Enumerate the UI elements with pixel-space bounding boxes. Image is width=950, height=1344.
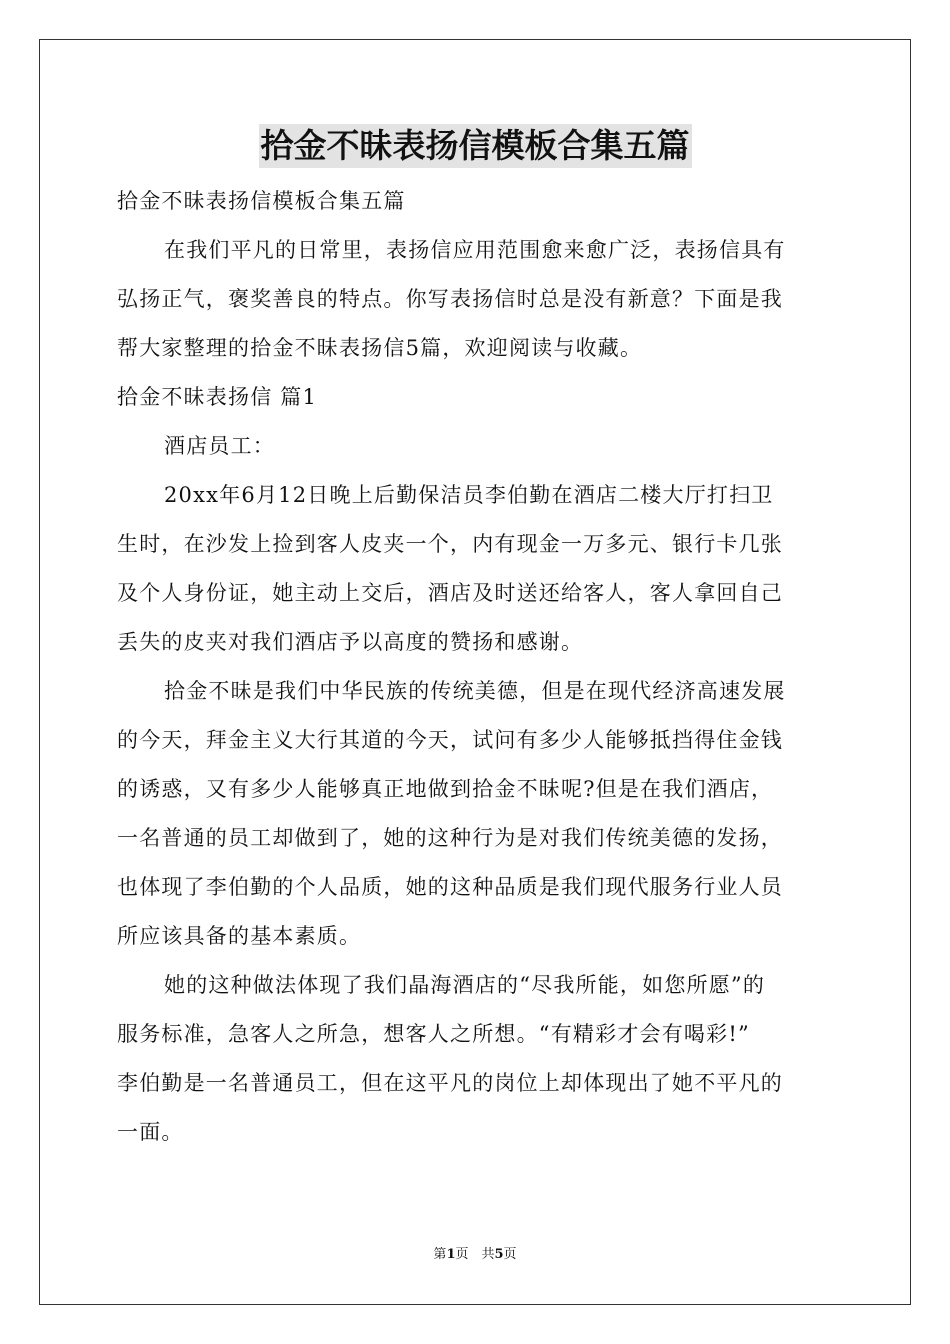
page-suffix: 页 <box>503 1247 517 1262</box>
paragraph-line: 拾金不昧是我们中华民族的传统美德，但是在现代经济高速发展 <box>164 679 786 703</box>
section-heading: 拾金不昧表扬信 篇1 <box>117 385 318 409</box>
total-page-number: 5 <box>494 1247 504 1262</box>
paragraph-line: 的今天，拜金主义大行其道的今天，试问有多少人能够抵挡得住金钱 <box>117 728 783 752</box>
salutation-line: 酒店员工： <box>164 434 275 458</box>
document-body <box>117 177 833 1157</box>
paragraph-line: 弘扬正气，褒奖善良的特点。你写表扬信时总是没有新意？下面是我 <box>117 287 783 311</box>
current-page-number: 1 <box>446 1247 456 1262</box>
subtitle-line: 拾金不昧表扬信模板合集五篇 <box>117 189 406 213</box>
paragraph-line: 一名普通的员工却做到了，她的这种行为是对我们传统美德的发扬， <box>117 826 783 850</box>
paragraph-line: 她的这种做法体现了我们晶海酒店的“尽我所能，如您所愿”的 <box>164 973 766 997</box>
document-title: 拾金不昧表扬信模板合集五篇 <box>259 124 692 168</box>
paragraph-line: 服务标准，急客人之所急，想客人之所想。“有精彩才会有喝彩!” <box>117 1022 750 1046</box>
paragraph-line: 在我们平凡的日常里，表扬信应用范围愈来愈广泛，表扬信具有 <box>164 238 786 262</box>
paragraph-line: 也体现了李伯勤的个人品质，她的这种品质是我们现代服务行业人员 <box>117 875 783 899</box>
paragraph-line: 李伯勤是一名普通员工，但在这平凡的岗位上却体现出了她不平凡的 <box>117 1071 783 1095</box>
paragraph-line: 丢失的皮夹对我们酒店予以高度的赞扬和感谢。 <box>117 630 584 654</box>
page-prefix: 第 <box>433 1247 447 1262</box>
paragraph-line: 所应该具备的基本素质。 <box>117 924 362 948</box>
page-footer <box>0 1245 950 1265</box>
paragraph-line: 帮大家整理的拾金不昧表扬信5篇，欢迎阅读与收藏。 <box>117 336 643 360</box>
paragraph-line: 一面。 <box>117 1120 184 1144</box>
paragraph-line: 20xx年6月12日晚上后勤保洁员李伯勤在酒店二楼大厅打扫卫 <box>164 483 774 507</box>
page-mid: 页 共 <box>455 1247 495 1262</box>
paragraph-line: 及个人身份证，她主动上交后，酒店及时送还给客人，客人拿回自己 <box>117 581 783 605</box>
paragraph-line: 生时，在沙发上捡到客人皮夹一个，内有现金一万多元、银行卡几张 <box>117 532 783 556</box>
paragraph-line: 的诱惑，又有多少人能够真正地做到拾金不昧呢?但是在我们酒店， <box>117 777 774 801</box>
title-area <box>0 124 950 168</box>
